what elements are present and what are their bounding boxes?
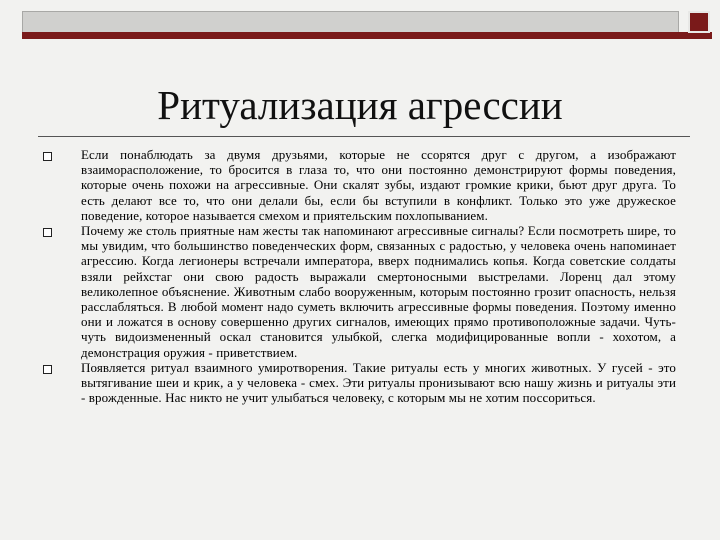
bullet-item xyxy=(40,360,676,406)
bullet-text: Если понаблюдать за двумя друзьями, которые не ссорятся друг с другом, а изображают взаиморасположение, то бросится в глаза то, что они постоянно демонстрируют формы поведения, которые очень похожи на агрессивные. Они скалят зубы, издают громкие крики, бьют друг друга. То есть делают все то, что они делали бы, если бы вступили в конфликт. Только это уже дружеское поведение, которое называется смехом и приятельским похлопыванием. xyxy=(81,147,676,223)
square-bullet-icon xyxy=(43,228,52,237)
square-bullet-icon xyxy=(43,152,52,161)
slide-title: Ритуализация агрессии xyxy=(157,82,563,128)
bullet-text: Появляется ритуал взаимного умиротворения. Такие ритуалы есть у многих животных. У гусей - это вытягивание шеи и крик, а у человека - смех. Эти ритуалы пронизывают всю нашу жизнь и ритуалы эти - врожденные. Нас никто не учит улыбаться человеку, с которым мы не хотим поссориться. xyxy=(81,359,676,406)
square-bullet-icon xyxy=(43,365,52,374)
bullet-item xyxy=(40,223,676,360)
corner-square-decoration xyxy=(688,11,710,33)
header-bar xyxy=(22,11,679,33)
title-divider xyxy=(38,136,690,137)
bullet-text: Почему же столь приятные нам жесты так напоминают агрессивные сигналы? Если посмотреть шире, то мы увидим, что большинство поведенческих форм, связанных с радостью, у человека очень напоминает агрессию. Когда легионеры встречали императора, вверх поднимались копья. Когда советские солдаты взяли рейхстаг они свою радость выражали смертоносными выстрелами. Лоренц дал этому великолепное объяснение. Животным слабо вооруженным, которым постоянно грозит опасность, нельзя расслабляться. В любой момент надо суметь включить агрессивные формы поведения. Поэтому именно они и ложатся в основу совершенно других сигналов, имеющих прямо противоположные задачи. Чуть-чуть видоизмененный оскал становится улыбкой, слегка модифицированные вопли - хохотом, а демонстрация оружия - приветствием. xyxy=(81,223,676,360)
header-accent-stripe xyxy=(22,32,712,39)
bullet-list xyxy=(40,147,676,405)
bullet-item xyxy=(40,147,676,223)
